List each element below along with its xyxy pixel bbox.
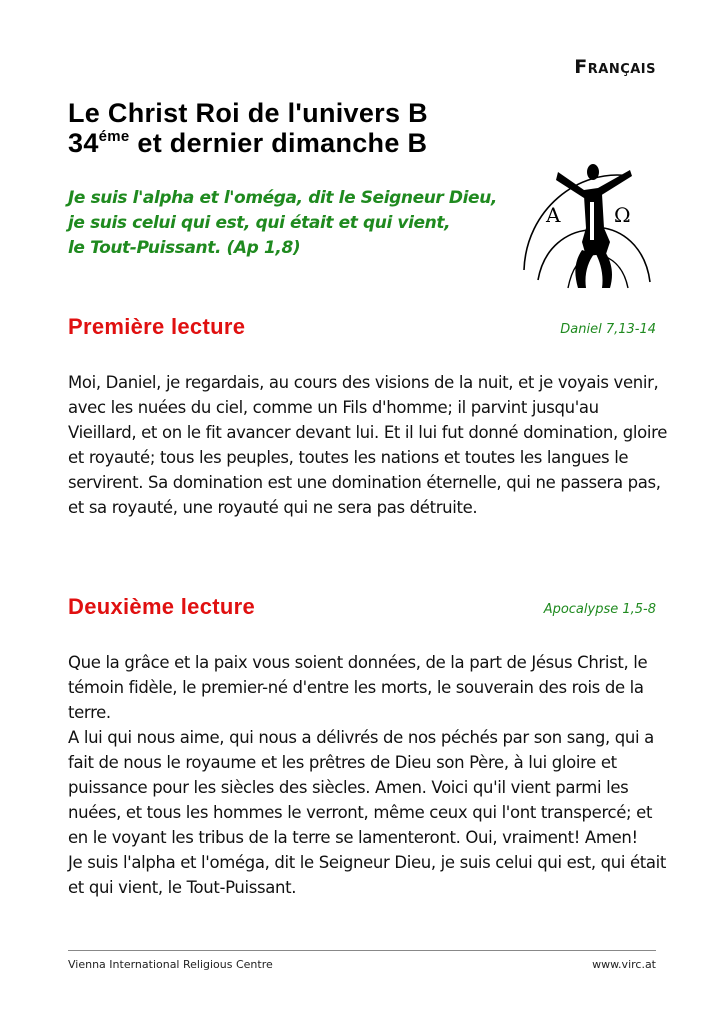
- language-label: Français: [574, 56, 656, 78]
- omega-glyph: Ω: [614, 203, 631, 227]
- quote-line: Je suis l'alpha et l'oméga, dit le Seigneur Dieu,: [68, 188, 497, 208]
- reading-2-reference: Apocalypse 1,5-8: [543, 602, 656, 617]
- footer-website[interactable]: www.virc.at: [592, 958, 656, 971]
- title-line-1: Le Christ Roi de l'univers B: [68, 98, 428, 128]
- title-line-2: [68, 128, 588, 158]
- footer-organization: Vienna International Religious Centre: [68, 958, 273, 971]
- reading-1-heading: Première lecture: [68, 314, 246, 339]
- sunday-ordinal-suffix: éme: [98, 128, 130, 145]
- reading-1-text: [68, 370, 668, 520]
- antiphon-quote: [68, 186, 508, 261]
- reading-1-reference: Daniel 7,13-14: [560, 322, 656, 337]
- reading-2-text: [68, 650, 668, 900]
- sunday-number: 34: [68, 128, 99, 158]
- page-title: [68, 98, 588, 158]
- quote-line: je suis celui qui est, qui était et qui vient,: [68, 213, 451, 233]
- reading-2-paragraph: Je suis l'alpha et l'oméga, dit le Seigneur Dieu, je suis celui qui est, qui était et qui vient, le Tout-Puissant.: [68, 853, 667, 897]
- quote-line: le Tout-Puissant. (Ap 1,8): [68, 238, 301, 258]
- reading-1-paragraph: Moi, Daniel, je regardais, au cours des visions de la nuit, et je voyais venir, avec les nuées du ciel, comme un Fils d'homme; il parvint jusqu'au Vieillard, et on le fit avancer devant lui. Et il lui fut donné domination, gloire et royauté; tous les peuples, toutes les nations et toutes les langues le servirent. Sa domination est une domination éternelle, qui ne passera pas, et sa royauté, une royauté qui ne sera pas détruite.: [68, 373, 668, 517]
- reading-2-paragraph: Que la grâce et la paix vous soient données, de la part de Jésus Christ, le témoin fidèle, le premier-né d'entre les morts, le souverain des rois de la terre.: [68, 653, 648, 722]
- footer-divider: [68, 950, 656, 951]
- reading-2-paragraph: A lui qui nous aime, qui nous a délivrés de nos péchés par son sang, qui a fait de nous le royaume et les prêtres de Dieu son Père, à lui gloire et puissance pour les siècles des siècles. Amen. Voici qu'il vient parmi les nuées, et tous les hommes le verront, même ceux qui l'ont transpercé; et en le voyant les tribus de la terre se lamenteront. Oui, vraiment! Amen!: [68, 728, 654, 847]
- alpha-glyph: A: [546, 203, 561, 227]
- christ-alpha-omega-logo: [518, 150, 658, 290]
- reading-2-heading: Deuxième lecture: [68, 594, 255, 619]
- title-line-2-text: et dernier dimanche B: [129, 128, 428, 158]
